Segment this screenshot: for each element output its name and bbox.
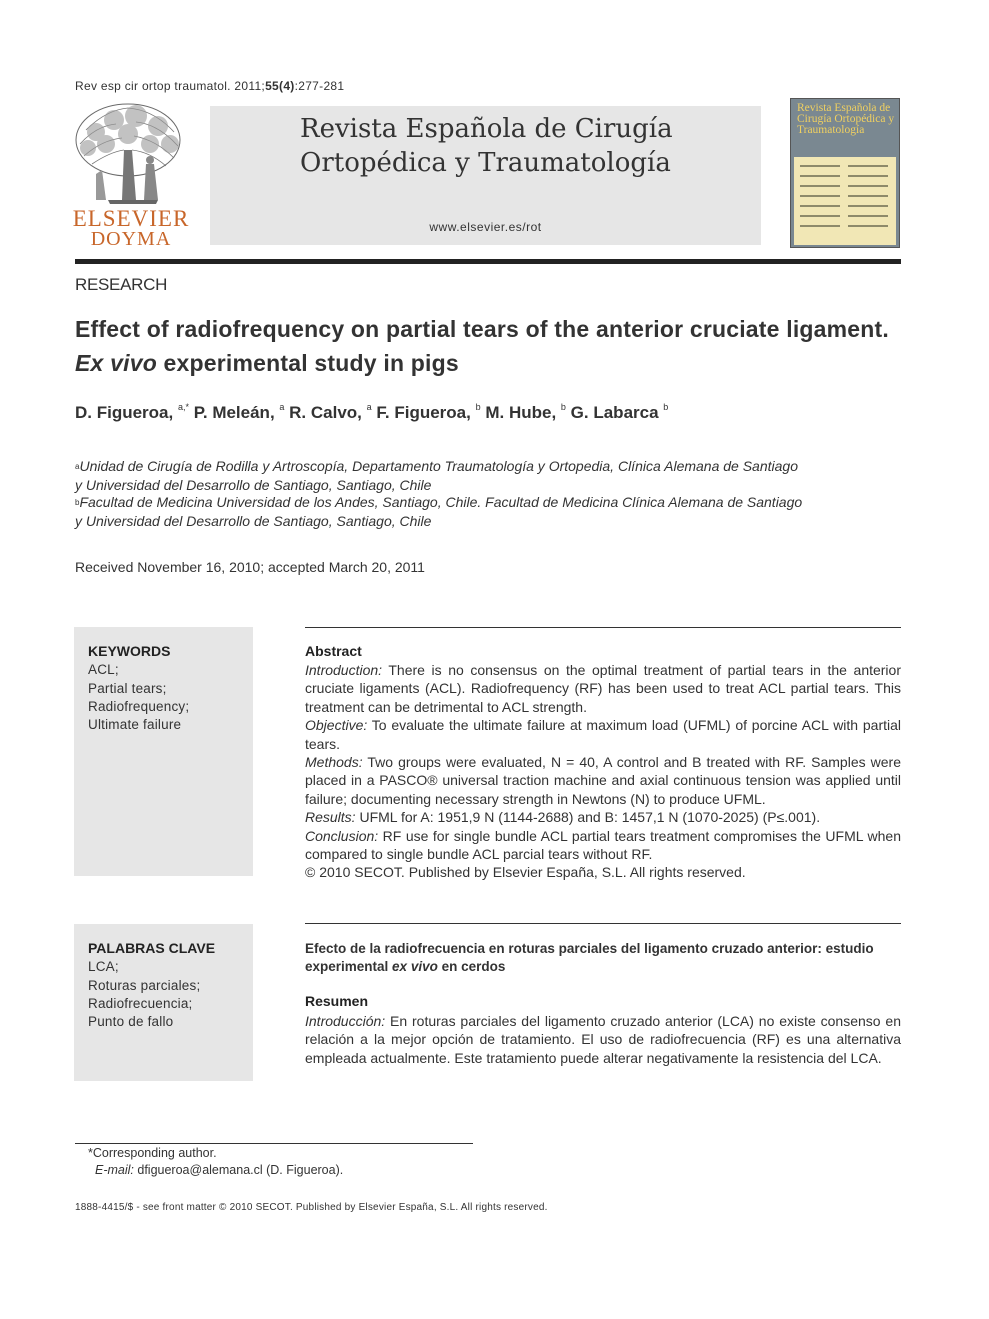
palabras-clave-box — [74, 924, 253, 1081]
keywords-box — [74, 627, 253, 876]
cover-title: Revista Española de Cirugía Ortopédica y Traumatología — [797, 102, 895, 136]
keyword-item: Ultimate failure — [88, 717, 182, 732]
logo-text-doyma: DOYMA — [90, 228, 172, 250]
footnote-divider — [75, 1143, 473, 1144]
email-note: E-mail: dfigueroa@alemana.cl (D. Figueroa). — [95, 1163, 344, 1177]
abstract-heading: Abstract — [305, 643, 362, 659]
journal-url-link[interactable]: www.elsevier.es/rot — [429, 220, 542, 234]
received-dates: Received November 16, 2010; accepted March 20, 2011 — [75, 559, 425, 575]
article-title: Effect of radiofrequency on partial tears of the anterior cruciate ligament. Ex vivo experimental study in pigs — [75, 316, 889, 376]
journal-banner — [210, 106, 761, 245]
author-name: R. Calvo, — [289, 403, 362, 422]
abstract-objective: Objective: To evaluate the ultimate failure at maximum load (UFML) of porcine ACL with partial tears. — [305, 717, 901, 752]
keyword-item: Partial tears; — [88, 681, 167, 696]
abstract-divider — [305, 627, 901, 628]
section-label: RESEARCH — [75, 275, 168, 294]
email-link[interactable]: dfigueroa@alemana.cl (D. Figueroa). — [133, 1163, 344, 1177]
keyword-item: ACL; — [88, 662, 119, 677]
keywords-heading: KEYWORDS — [88, 643, 171, 659]
resumen-heading: Resumen — [305, 993, 369, 1009]
author-list: D. Figueroa, $^{a,*}$ P. Meleán, $^a$ R. Calvo, $^a$ F. Figueroa, $^b$ M. Hube, $^b$ G. Labarca $^b$ — [75, 402, 669, 422]
elsevier-logo — [66, 100, 196, 250]
abstract-introduction: Introduction: There is no consensus on the optimal treatment of partial tears in the anterior cruciate ligaments (ACL). Radiofrequency (RF) has been used to treat ACL partial tears. This treatment can be detrimental to ACL strength. — [305, 662, 901, 715]
resumen-divider — [305, 923, 901, 924]
affiliation-a: $^a$Unidad de Cirugía de Rodilla y Artroscopía, Departamento Traumatología y Ortopedia, Clínica Alemana de Santiago y Universidad del Desarrollo de Santiago, Santiago, Chile — [75, 458, 798, 493]
author-name: F. Figueroa, — [376, 403, 471, 422]
author-name: G. Labarca — [570, 403, 659, 422]
author-name: M. Hube, — [485, 403, 557, 422]
abstract-copyright: © 2010 SECOT. Published by Elsevier España, S.L. All rights reserved. — [305, 864, 746, 881]
keyword-item: Roturas parciales; — [88, 978, 201, 993]
resumen-body: Introducción: En roturas parciales del ligamento cruzado anterior (LCA) no existe consenso en relación a la mejor opción de tratamiento. El uso de radiofrecuencia (RF) es una alternativa empleada actualmente. Este tratamiento puede alterar negativamente la resistencia del LCA. — [305, 1013, 901, 1066]
palabras-clave-heading: PALABRAS CLAVE — [88, 940, 216, 956]
front-matter-line: 1888-4415/$ - see front matter © 2010 SECOT. Published by Elsevier España, S.L. All rights reserved. — [75, 1202, 548, 1213]
logo-text-elsevier: ELSEVIER — [72, 206, 190, 231]
abstract-results: Results: UFML for A: 1951,9 N (1144-2688) and B: 1457,1 N (1070-2025) (P≤.001). — [305, 809, 821, 826]
journal-citation: Rev esp cir ortop traumatol. 2011;55(4):277-281 — [75, 79, 345, 93]
keyword-item: Radiofrecuencia; — [88, 996, 193, 1011]
keyword-item: Radiofrequency; — [88, 699, 190, 714]
cover-contents-area — [794, 157, 896, 245]
abstract-methods: Methods: Two groups were evaluated, N = 40, A control and B treated with RF. Samples were placed in a PASCO® universal traction machine and axial continuous tension was applied until failure; documenting necessary strength in Newtons (N) to produce UFML. — [305, 754, 901, 807]
journal-title: Revista Española de Cirugía Ortopédica y Traumatología — [300, 114, 673, 178]
abstract-conclusion: Conclusion: RF use for single bundle ACL partial tears treatment compromises the UFML when compared to single bundle ACL parcial tears without RF. — [305, 827, 901, 863]
author-name: P. Meleán, — [193, 403, 275, 422]
keyword-item: Punto de fallo — [88, 1014, 174, 1029]
journal-cover-thumbnail — [790, 98, 900, 248]
abstract-body — [305, 661, 901, 882]
header-divider — [75, 259, 901, 264]
tree-icon — [66, 100, 196, 210]
spanish-title: Efecto de la radiofrecuencia en roturas parciales del ligamento cruzado anterior: estudio experimental ex vivo en cerdos — [305, 941, 874, 974]
author-name: D. Figueroa, — [75, 403, 174, 422]
corresponding-author-note: *Corresponding author. — [88, 1146, 217, 1160]
affiliation-b: $^b$Facultad de Medicina Universidad de los Andes, Santiago, Chile. Facultad de Medicina Clínica Alemana de Santiago y Universidad del Desarrollo de Santiago, Santiago, Chile — [75, 494, 803, 529]
keyword-item: LCA; — [88, 959, 119, 974]
